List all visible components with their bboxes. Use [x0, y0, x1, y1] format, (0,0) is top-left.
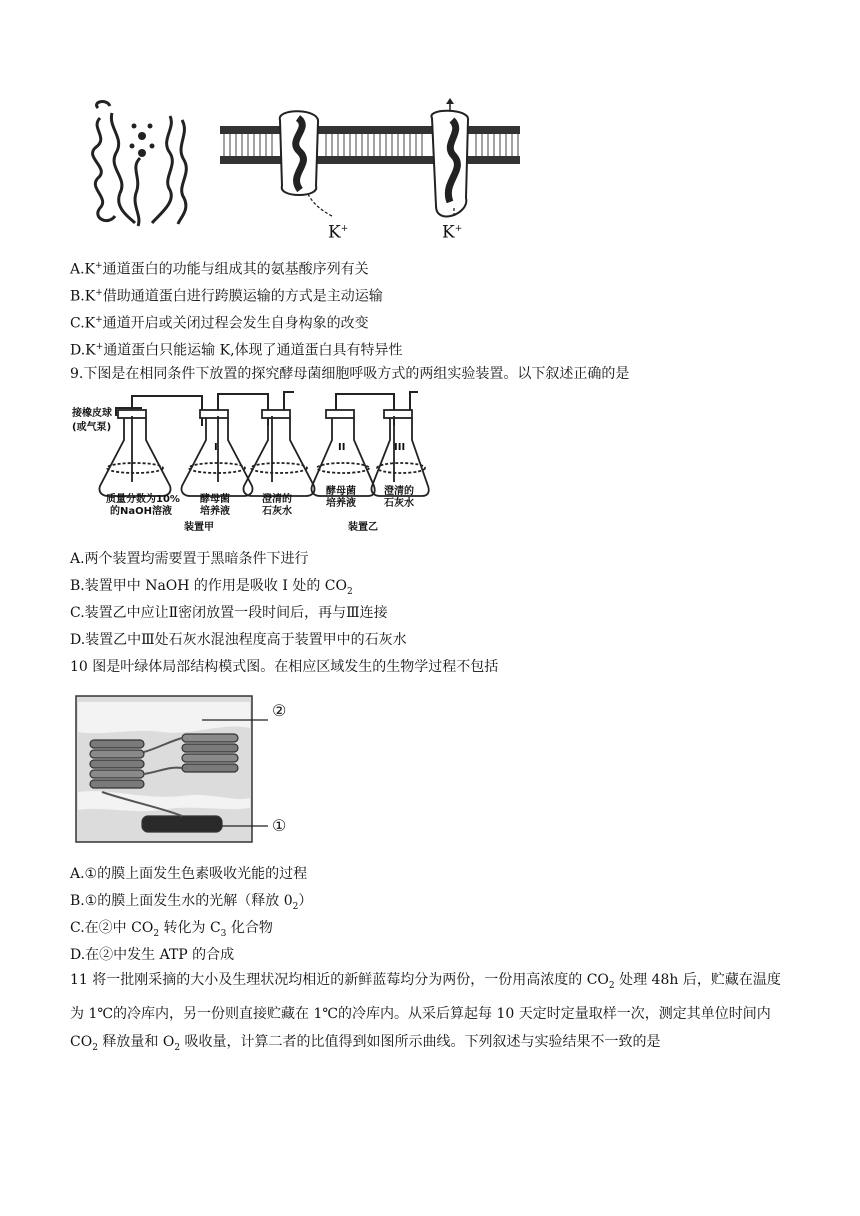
q11-stem: 11 将一批刚采摘的大小及生理状况均相近的新鲜蓝莓均分为两份，一份用高浓度的 $CO_2$ 处理 48h 后，贮藏在温度为 1℃的冷库内，另一份则直接贮藏在 1℃的冷库内。从采后算起每 10 天定时定量取样一次，测定其单位时间内 $CO_2$ 释放量和 $O_2$ 吸收量，计算二者的比值得到如图所示曲线。下列叙述与实验结果不一致的是 — [70, 972, 781, 1053]
pump-label-2: (或气泵) — [72, 422, 112, 433]
pump-label-1: 接橡皮球 — [72, 408, 112, 419]
k-channel-figure — [80, 98, 530, 243]
naoh-label-2: 的NaOH溶液 — [110, 506, 172, 517]
closed-channel — [280, 111, 318, 195]
flask-lime-a — [243, 410, 314, 496]
lime-label-2: 石灰水 — [262, 506, 292, 517]
set-a-label: 装置甲 — [184, 522, 214, 533]
flask-i — [181, 410, 252, 496]
ion-dots — [130, 124, 155, 158]
yeast-respiration-apparatus — [72, 386, 432, 538]
q8-option-d: D.K+通道蛋白只能运输 K,体现了通道蛋白具有特异性 — [70, 342, 403, 359]
lime-label-1: 澄清的 — [262, 494, 292, 505]
k-ion-label-1: K+ — [328, 222, 349, 243]
lime-label-b1: 澄清的 — [384, 486, 414, 497]
q9-stem: 9.下图是在相同条件下放置的探究酵母菌细胞呼吸方式的两组实验装置。以下叙述正确的是 — [70, 366, 630, 382]
yeast-label-b2: 培养液 — [326, 498, 356, 509]
k-ion-label-2: K+ — [442, 222, 463, 243]
q9-option-c: C.装置乙中应让Ⅱ密闭放置一段时间后，再与Ⅲ连接 — [70, 605, 388, 621]
q10-stem: 10 图是叶绿体局部结构模式图。在相应区域发生的生物学过程不包括 — [70, 659, 499, 675]
flask-iii-label: III — [394, 442, 406, 453]
set-b-label: 装置乙 — [348, 522, 378, 533]
flask-iii — [371, 410, 428, 496]
label-circle-2: ② — [272, 701, 287, 720]
flask-ii — [311, 410, 374, 496]
q10-option-d: D.在②中发生 ATP 的合成 — [70, 947, 235, 963]
q8-option-c: C.K+通道开启或关闭过程会发生自身构象的改变 — [70, 315, 369, 332]
q9-option-a: A.两个装置均需要置于黑暗条件下进行 — [70, 551, 309, 567]
q9-option-d: D.装置乙中Ⅲ处石灰水混浊程度高于装置甲中的石灰水 — [70, 632, 407, 648]
q10-option-c: C.在②中 $CO_2$ 转化为 $C_3$ 化合物 — [70, 920, 273, 939]
chloroplast-figure — [72, 692, 304, 846]
q10-option-a: A.①的膜上面发生色素吸收光能的过程 — [70, 866, 308, 882]
q10-option-b: B.①的膜上面发生水的光解（释放 $0_2$） — [70, 893, 313, 912]
flask-ii-label: II — [338, 442, 346, 453]
yeast-label-2: 培养液 — [200, 506, 230, 517]
yeast-label-b1: 酵母菌 — [326, 486, 356, 497]
flask-i-label: I — [214, 442, 218, 453]
q8-option-a: A.K+通道蛋白的功能与组成其的氨基酸序列有关 — [70, 261, 369, 278]
ion-arrows — [308, 194, 454, 216]
channel-protein-structure — [93, 102, 187, 226]
open-channel — [431, 98, 468, 216]
connecting-tubes — [116, 392, 418, 426]
label-circle-1: ① — [272, 816, 287, 835]
q9-option-b: B.装置甲中 NaOH 的作用是吸收 I 处的 $CO_2$ — [70, 578, 353, 597]
lime-label-b2: 石灰水 — [384, 498, 414, 509]
naoh-label-1: 质量分数为10% — [106, 494, 180, 505]
q8-option-b: B.K+借助通道蛋白进行跨膜运输的方式是主动运输 — [70, 288, 383, 305]
yeast-label-1: 酵母菌 — [200, 494, 230, 505]
lipid-bilayer — [220, 126, 520, 164]
